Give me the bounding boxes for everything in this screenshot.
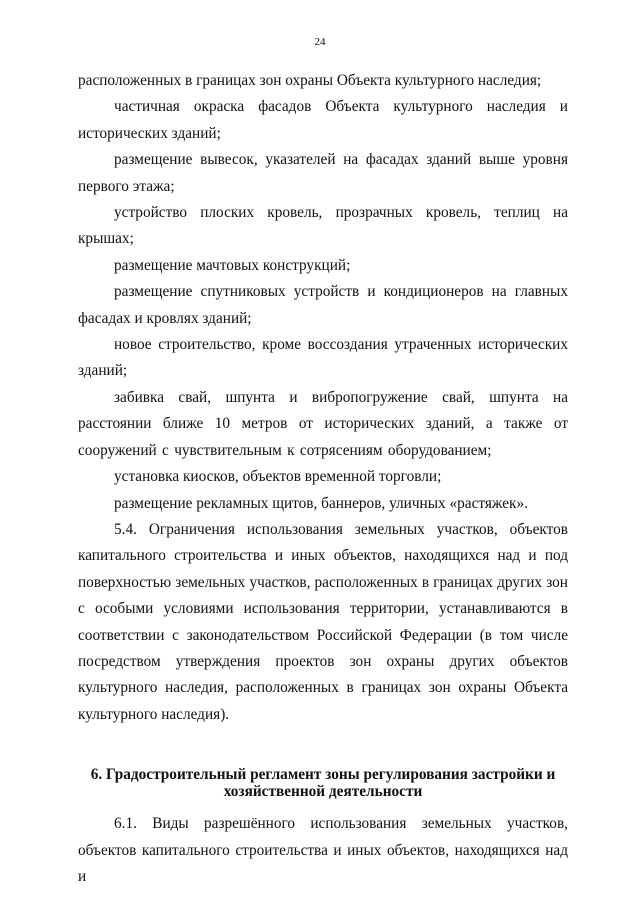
list-item-facade-painting: частичная окраска фасадов Объекта культурного наследия и исторических зданий; — [78, 98, 568, 142]
paragraph-5-4: 5.4. Ограничения использования земельных участков, объектов капитального строительства и иных объектов, находящихся над и под поверхностью земельных участков, расположенных в границах других зон с особыми условиями использования территории, устанавливаются в соответствии с законодательством Российской Федерации (в том числе посредством утверждения проектов зон охраны других объектов культурного наследия, расположенных в границах зон охраны Объекта культурного наследия). — [78, 520, 568, 723]
page-number: 24 — [314, 36, 326, 48]
document-body — [78, 68, 568, 890]
paragraph-continuation: расположенных в границах зон охраны Объекта культурного наследия; — [78, 72, 542, 89]
list-item-satellite-devices: размещение спутниковых устройств и кондиционеров на главных фасадах и кровлях зданий; — [78, 283, 568, 327]
list-item-mast-structures: размещение мачтовых конструкций; — [114, 256, 351, 274]
section-heading-line-2: хозяйственной деятельности — [223, 783, 423, 801]
list-item-signage: размещение вывесок, указателей на фасадах зданий выше уровня первого этажа; — [78, 151, 568, 195]
section-heading-line-1: 6. Градостроительный регламент зоны регулирования застройки и — [90, 766, 556, 784]
list-item-new-construction: новое строительство, кроме воссоздания утраченных исторических зданий; — [78, 336, 568, 380]
list-item-roofs: устройство плоских кровель, прозрачных кровель, теплиц на крышах; — [78, 204, 568, 248]
list-item-kiosks: установка киосков, объектов временной торговли; — [114, 468, 442, 486]
list-item-billboards: размещение рекламных щитов, баннеров, уличных «растяжек». — [114, 494, 528, 512]
paragraph-6-1: 6.1. Виды разрешённого использования земельных участков, объектов капитального строительства и иных объектов, находящихся над и — [78, 815, 568, 885]
section-heading — [78, 766, 568, 800]
list-item-pile-driving: забивка свай, шпунта и вибропогружение свай, шпунта на расстоянии ближе 10 метров от исторических зданий, а также от сооружений с чувствительным к сотрясениям оборудованием; — [78, 388, 568, 459]
